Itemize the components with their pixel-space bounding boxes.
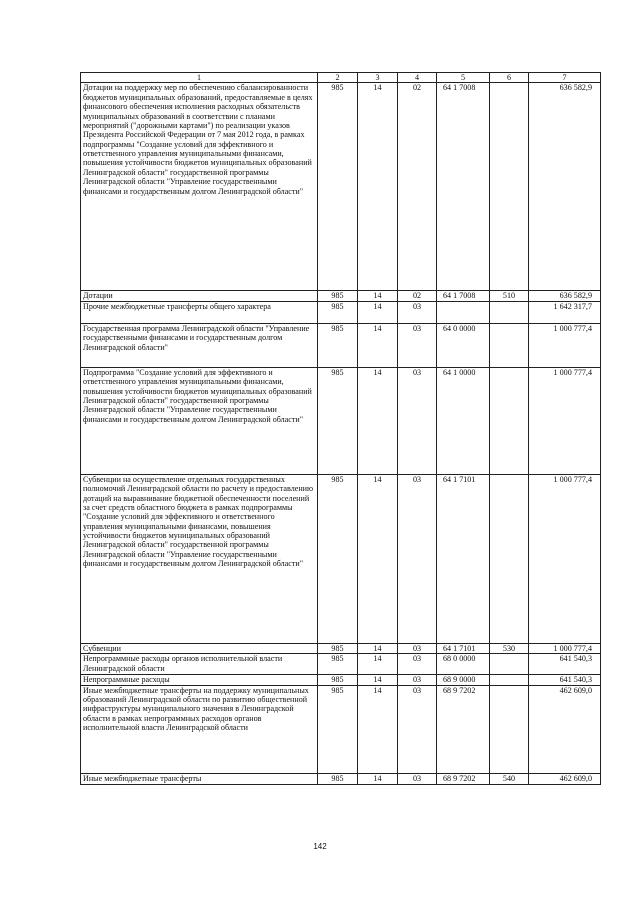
row-code-admin: 985: [318, 323, 358, 367]
row-code-section: 14: [358, 654, 398, 675]
header-cell: 4: [398, 73, 437, 83]
row-code-type: [490, 367, 529, 474]
row-name: Непрограммные расходы органов исполнительной власти Ленинградской области: [81, 654, 318, 675]
row-code-target: 64 1 7101: [437, 474, 490, 643]
row-code-type: 540: [490, 773, 529, 784]
table-row: [81, 654, 601, 675]
row-code-admin: 985: [318, 291, 358, 301]
row-code-subsection: 03: [398, 323, 437, 367]
table-row: [81, 474, 601, 643]
row-name: Прочие межбюджетные трансферты общего характера: [81, 301, 318, 323]
row-code-section: 14: [358, 291, 398, 301]
table-row: [81, 773, 601, 784]
row-amount: 1 000 777,4: [529, 643, 601, 653]
row-amount: 1 642 317,7: [529, 301, 601, 323]
row-name: Иные межбюджетные трансферты: [81, 773, 318, 784]
row-amount: 1 000 777,4: [529, 474, 601, 643]
row-code-type: 510: [490, 291, 529, 301]
row-code-admin: 985: [318, 654, 358, 675]
row-code-section: 14: [358, 685, 398, 773]
row-code-type: [490, 83, 529, 291]
row-code-admin: 985: [318, 643, 358, 653]
row-amount: 641 540,3: [529, 675, 601, 685]
table-row: [81, 685, 601, 773]
row-code-subsection: 03: [398, 654, 437, 675]
row-code-section: 14: [358, 773, 398, 784]
table-row: [81, 367, 601, 474]
table-row: [81, 675, 601, 685]
row-code-section: 14: [358, 367, 398, 474]
row-code-type: [490, 685, 529, 773]
row-code-target: 68 9 0000: [437, 675, 490, 685]
row-code-target: 68 9 7202: [437, 685, 490, 773]
row-code-section: 14: [358, 83, 398, 291]
row-code-subsection: 02: [398, 291, 437, 301]
row-code-type: [490, 323, 529, 367]
row-code-target: 64 1 7008: [437, 83, 490, 291]
row-code-subsection: 03: [398, 643, 437, 653]
row-code-subsection: 03: [398, 301, 437, 323]
row-code-subsection: 02: [398, 83, 437, 291]
row-code-section: 14: [358, 675, 398, 685]
row-code-admin: 985: [318, 367, 358, 474]
row-code-target: 68 0 0000: [437, 654, 490, 675]
row-code-section: 14: [358, 301, 398, 323]
row-code-subsection: 03: [398, 675, 437, 685]
row-name: Субвенции: [81, 643, 318, 653]
row-name: Субвенции на осуществление отдельных государственных полномочий Ленинградской области по расчету и предоставлению дотаций на выравнивание бюджетной обеспеченности поселений за счет средств областного бюджета в рамках подпрограммы "Создание условий для эффективного и ответственного управления муниципальными финансами, повышения устойчивости бюджетов муниципальных образований Ленинградской области" государственной программы Ленинградской области "Управление государственными финансами и государственным долгом Ленинградской области": [81, 474, 318, 643]
header-cell: 1: [81, 73, 318, 83]
row-code-admin: 985: [318, 773, 358, 784]
row-code-target: 64 1 7101: [437, 643, 490, 653]
row-amount: 636 582,9: [529, 291, 601, 301]
row-name: Дотации: [81, 291, 318, 301]
row-code-target: 68 9 7202: [437, 773, 490, 784]
row-code-type: [490, 654, 529, 675]
row-code-type: [490, 474, 529, 643]
row-name: Непрограммные расходы: [81, 675, 318, 685]
row-code-subsection: 03: [398, 474, 437, 643]
page-number: 142: [313, 842, 327, 851]
row-code-section: 14: [358, 474, 398, 643]
table-row: [81, 83, 601, 291]
header-cell: 6: [490, 73, 529, 83]
table-row: [81, 643, 601, 653]
row-code-admin: 985: [318, 685, 358, 773]
row-code-target: 64 1 0000: [437, 367, 490, 474]
header-cell: 5: [437, 73, 490, 83]
budget-table: [80, 72, 601, 785]
row-amount: 636 582,9: [529, 83, 601, 291]
row-code-subsection: 03: [398, 367, 437, 474]
row-code-target: 64 0 0000: [437, 323, 490, 367]
row-amount: 1 000 777,4: [529, 367, 601, 474]
table-row: [81, 301, 601, 323]
table-row: [81, 291, 601, 301]
row-name: Государственная программа Ленинградской области "Управление государственными финансами и государственным долгом Ленинградской области": [81, 323, 318, 367]
header-cell: 7: [529, 73, 601, 83]
row-code-admin: 985: [318, 675, 358, 685]
row-code-section: 14: [358, 323, 398, 367]
row-code-admin: 985: [318, 474, 358, 643]
row-amount: 641 540,3: [529, 654, 601, 675]
row-code-admin: 985: [318, 83, 358, 291]
row-name: Подпрограмма "Создание условий для эффективного и ответственного управления муниципальными финансами, повышения устойчивости бюджетов муниципальных образований Ленинградской области" государственной программы Ленинградской области "Управление государственными финансами и государственным долгом Ленинградской области": [81, 367, 318, 474]
row-code-target: 64 1 7008: [437, 291, 490, 301]
row-name: Дотации на поддержку мер по обеспечению сбалансированности бюджетов муниципальных образований, предоставляемые в целях финансового обеспечения исполнения расходных обязательств муниципальных образований в соответствии с планами мероприятий ("дорожными картами") по реализации указов Президента Российской Федерации от 7 мая 2012 года, в рамках подпрограммы "Создание условий для эффективного и ответственного управления муниципальными финансами, повышения устойчивости бюджетов муниципальных образований Ленинградской области" государственной программы Ленинградской области "Управление государственными финансами и государственным долгом Ленинградской области": [81, 83, 318, 291]
header-cell: 3: [358, 73, 398, 83]
row-code-type: [490, 675, 529, 685]
row-code-section: 14: [358, 643, 398, 653]
row-code-admin: 985: [318, 301, 358, 323]
header-cell: 2: [318, 73, 358, 83]
row-code-subsection: 03: [398, 773, 437, 784]
row-name: Иные межбюджетные трансферты на поддержку муниципальных образований Ленинградской области по развитию общественной инфраструктуры муниципального значения в Ленинградской области в рамках непрограммных расходов органов исполнительной власти Ленинградской области: [81, 685, 318, 773]
row-amount: 1 000 777,4: [529, 323, 601, 367]
row-amount: 462 609,0: [529, 685, 601, 773]
table-header-row: [81, 73, 601, 83]
row-code-type: 530: [490, 643, 529, 653]
row-amount: 462 609,0: [529, 773, 601, 784]
row-code-target: [437, 301, 490, 323]
row-code-subsection: 03: [398, 685, 437, 773]
row-code-type: [490, 301, 529, 323]
table-row: [81, 323, 601, 367]
